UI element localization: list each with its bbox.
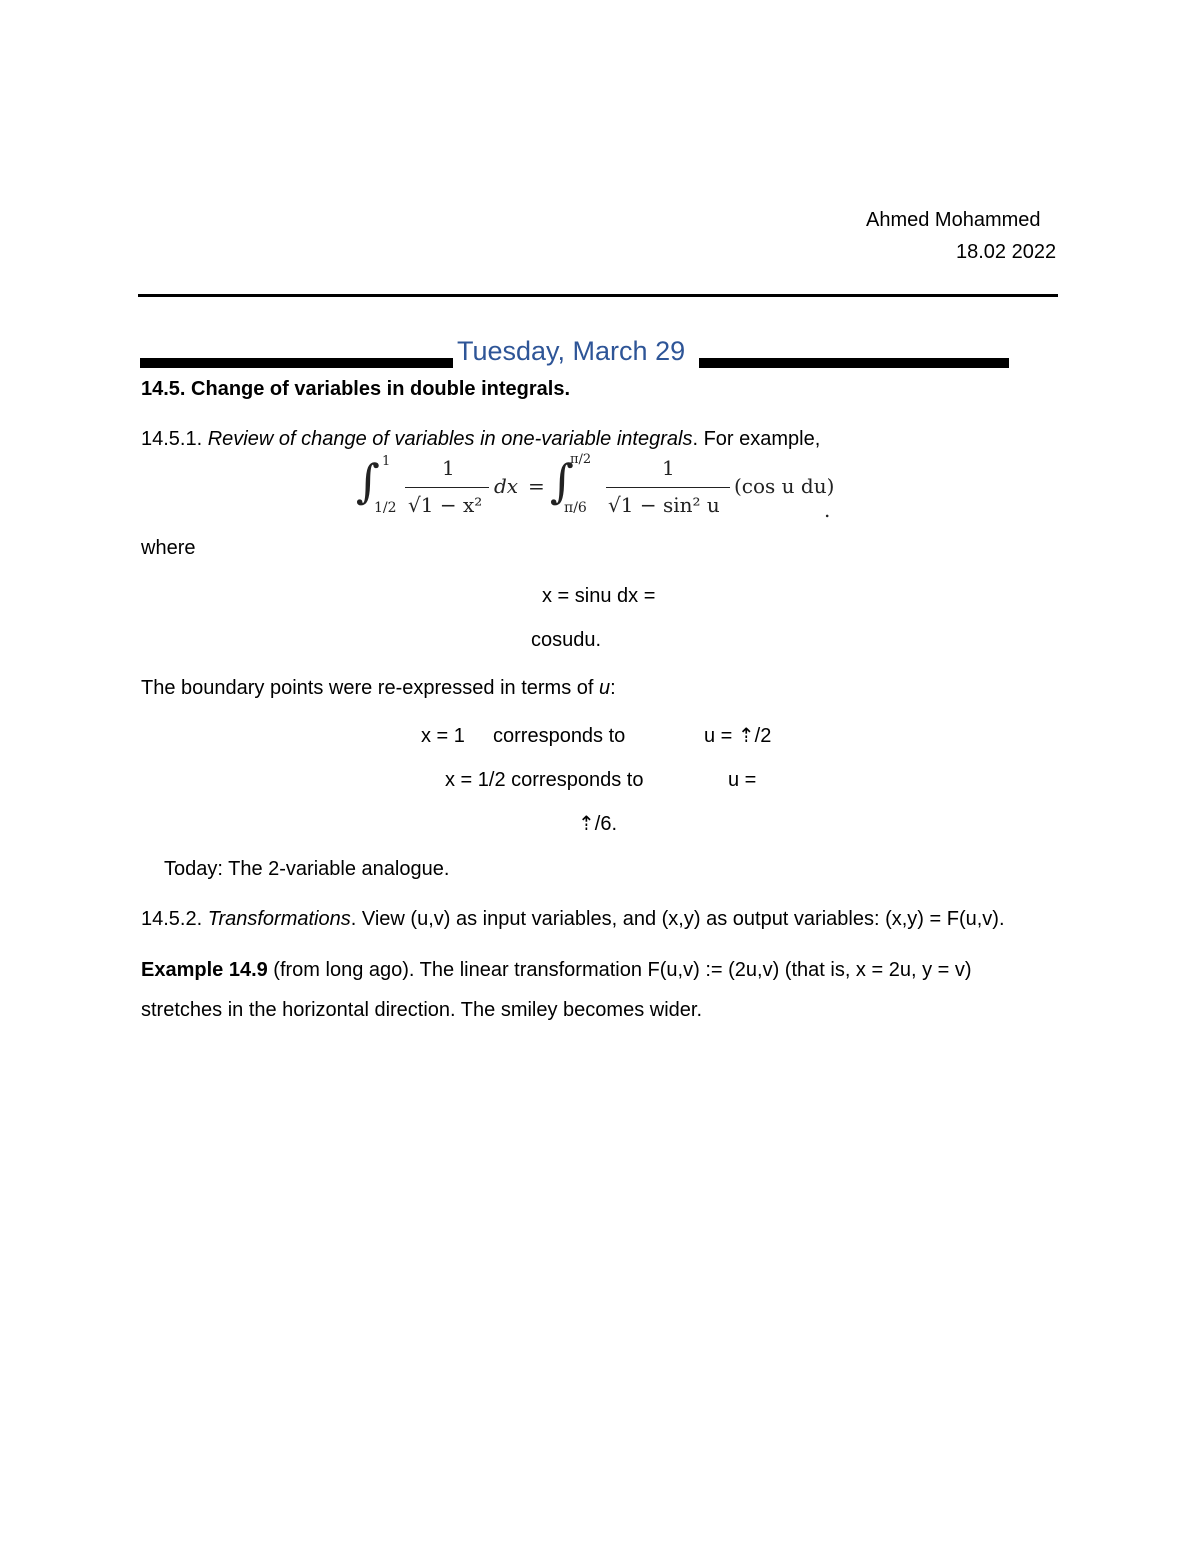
substitution-line-1: x = sinu dx = bbox=[542, 585, 656, 607]
subsection-1-title: Review of change of variables in one-variable integrals bbox=[207, 428, 693, 450]
subsection-2-title: Transformations bbox=[207, 908, 351, 930]
boundary-row-2-x: x = 1/2 corresponds to bbox=[445, 769, 644, 791]
header-rule bbox=[138, 294, 1058, 297]
subsection-2-number: 14.5.2. bbox=[141, 908, 203, 930]
boundary-intro-text: The boundary points were re-expressed in terms of bbox=[141, 677, 599, 699]
boundary-intro-var: u bbox=[599, 677, 611, 699]
example-line-1-text: (from long ago). The linear transformation F(u,v) := (2u,v) (that is, x = 2u, y = v) bbox=[267, 959, 972, 981]
boundary-row-1-u: u = ⇡/2 bbox=[704, 725, 772, 747]
page-title: Tuesday, March 29 bbox=[457, 336, 686, 366]
dx-symbol: dx bbox=[494, 474, 519, 498]
fraction-bar-1 bbox=[405, 487, 489, 488]
header-date: 18.02 2022 bbox=[956, 241, 1057, 263]
fraction-numerator-2: 1 bbox=[662, 456, 675, 480]
fraction-denominator-1: √1 − x² bbox=[408, 493, 483, 517]
subsection-1-suffix: . For example, bbox=[692, 428, 821, 450]
subsection-2 bbox=[141, 907, 1005, 931]
integral-lower-1: 1/2 bbox=[374, 500, 397, 516]
author-name: Ahmed Mohammed bbox=[866, 209, 1041, 231]
where-text: where bbox=[141, 537, 196, 559]
example-line-2: stretches in the horizontal direction. The smiley becomes wider. bbox=[141, 999, 703, 1021]
substitution-line-2: cosudu. bbox=[531, 629, 602, 651]
boundary-row-1-x: x = 1 bbox=[421, 725, 465, 747]
subsection-1 bbox=[141, 427, 820, 451]
today-text: Today: The 2-variable analogue. bbox=[164, 858, 450, 880]
integral-tail: (cos u du) bbox=[734, 474, 835, 498]
subsection-2-text: . View (u,v) as input variables, and (x,y) as output variables: (x,y) = F(u,v). bbox=[350, 908, 1005, 930]
integral-sign-1: ∫ bbox=[356, 454, 380, 508]
integral-upper-1: 1 bbox=[382, 454, 391, 469]
section-heading: 14.5. Change of variables in double integrals. bbox=[141, 378, 571, 400]
fraction-numerator-1: 1 bbox=[442, 456, 455, 480]
equals-sign: = bbox=[528, 474, 545, 498]
boundary-intro bbox=[141, 676, 616, 700]
integral-sign-2: ∫ bbox=[550, 454, 574, 508]
boundary-intro-colon: : bbox=[610, 677, 616, 699]
equation-period: . bbox=[824, 498, 831, 522]
integral-lower-2: π/6 bbox=[564, 500, 587, 516]
example-line-1 bbox=[141, 958, 972, 982]
boundary-row-1-mid: corresponds to bbox=[493, 725, 626, 747]
integral-equation bbox=[350, 450, 850, 530]
subsection-1-number: 14.5.1. bbox=[141, 428, 203, 450]
fraction-denominator-2: √1 − sin² u bbox=[608, 493, 720, 517]
fraction-bar-2 bbox=[606, 487, 730, 488]
example-label: Example 14.9 bbox=[141, 959, 268, 981]
boundary-row-2-u: u = bbox=[728, 769, 757, 791]
boundary-row-3: ⇡/6. bbox=[578, 813, 617, 835]
title-bar-right bbox=[699, 358, 1009, 368]
title-bar-left bbox=[140, 358, 453, 368]
integral-upper-2: π/2 bbox=[570, 452, 592, 467]
